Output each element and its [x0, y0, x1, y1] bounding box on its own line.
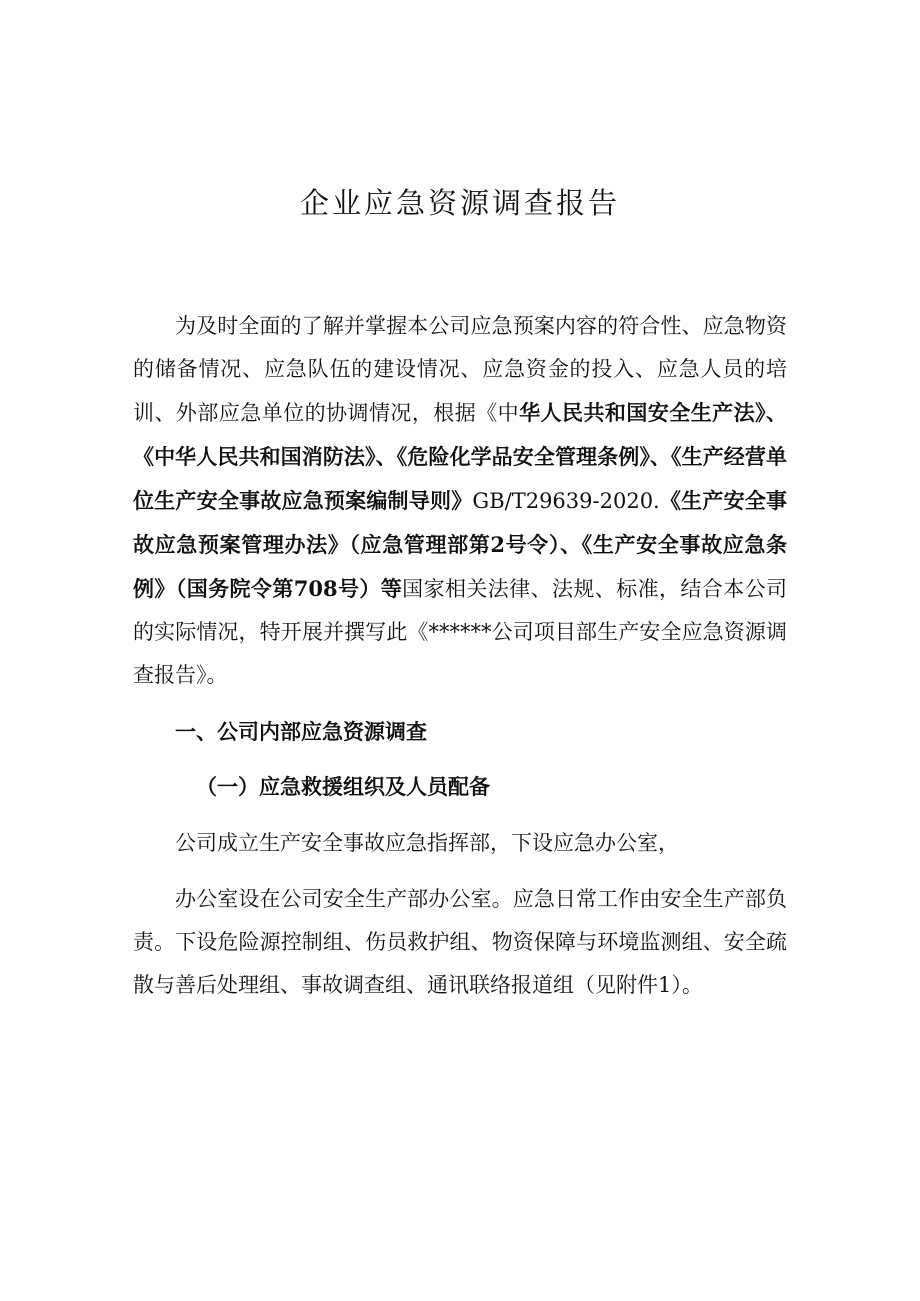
intro-text-4: 《生产安全事故应急预案管理办法》（应急管理部第2号令）、《生产安全事故应急条例》（国务院令第708号）等 — [133, 488, 788, 601]
intro-text-1: 为及时全面的了解并掌握本公司应急预案内容的符合性、应急物资的储备情况、应急队伍的建设情况、应急资金的投入、应急人员的培训、外部应急单位的协调情况，根据《中 — [133, 314, 787, 425]
intro-text-5: 国家相关法律、法规、标准，结合本公司的实际情况，特开展并撰写此《******公司项目部生产安全应急资源调查报告》。 — [133, 577, 788, 687]
section-heading-1: 一、公司内部应急资源调查 — [175, 719, 427, 744]
document-title: 企业应急资源调查报告 — [299, 186, 620, 220]
intro-paragraph — [133, 305, 787, 697]
intro-standard-code: GB/T29639-2020. — [472, 489, 660, 513]
paragraph-2: 公司成立生产安全事故应急指挥部，下设应急办公室， — [175, 831, 679, 855]
subsection-heading-1: （一）应急救援组织及人员配备 — [196, 774, 490, 799]
intro-text-2: 华人民共和国安全生产法》、《中华人民共和国消防法》、《危险化学品安全管理条例》、《生产经营单位生产安全事故应急预案编制导则》 — [133, 400, 788, 513]
paragraph-3: 办公室设在公司安全生产部办公室。应急日常工作由安全生产部负责。下设危险源控制组、伤员救护组、物资保障与环境监测组、安全疏散与善后处理组、事故调查组、通讯联络报道组（见附件1）。 — [133, 887, 787, 997]
